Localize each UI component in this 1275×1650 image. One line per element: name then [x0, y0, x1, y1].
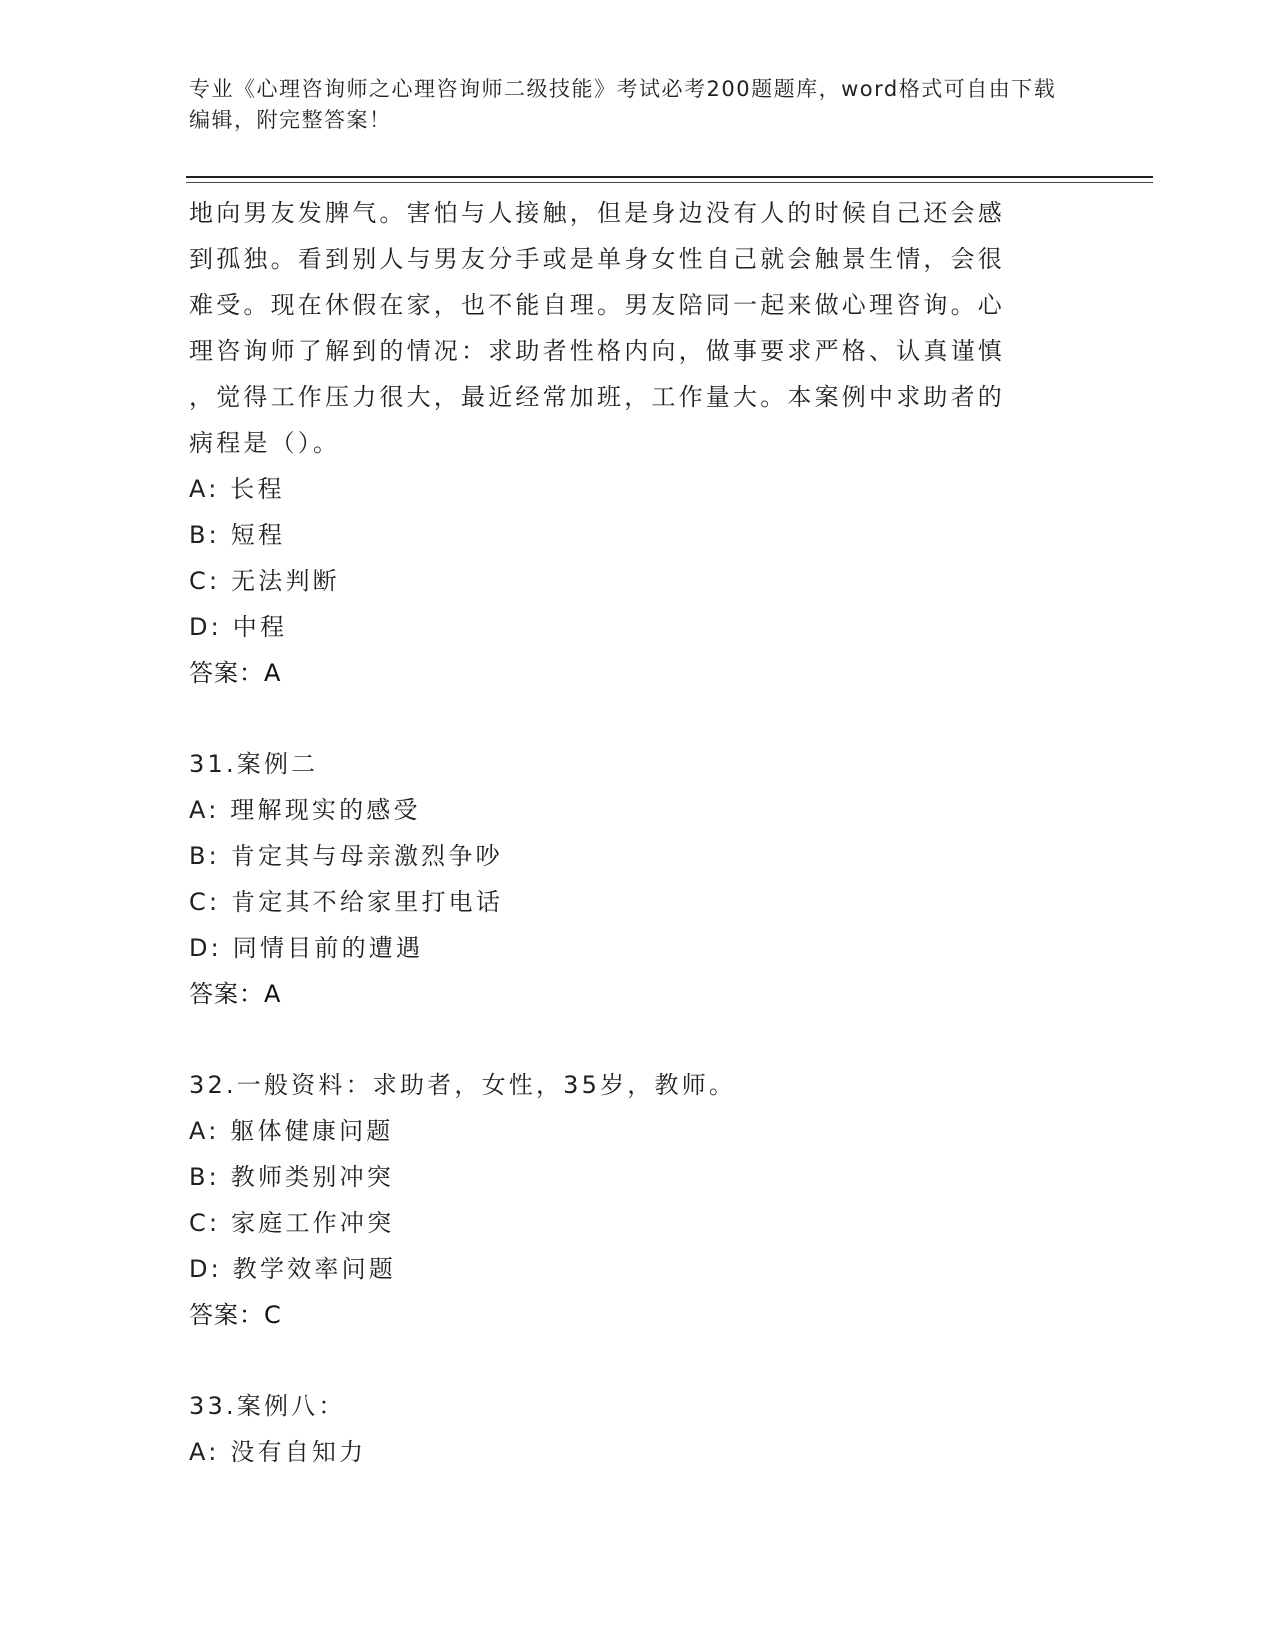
question-title: 31.案例二 [189, 750, 319, 778]
option-d: D: 教学效率问题 [189, 1255, 396, 1283]
option-a: A: 理解现实的感受 [189, 796, 421, 824]
option-d: D: 中程 [189, 613, 288, 641]
header-divider-thin [186, 182, 1153, 183]
question-31 [189, 741, 1069, 1017]
question-gap [189, 1017, 1069, 1062]
question-text-line: ，觉得工作压力很大，最近经常加班，工作量大。本案例中求助者的 [189, 383, 1005, 411]
question-title: 33.案例八： [189, 1392, 346, 1420]
question-33 [189, 1383, 1069, 1475]
option-c: C: 家庭工作冲突 [189, 1209, 395, 1237]
option-a: A: 长程 [189, 475, 285, 503]
option-b: B: 教师类别冲突 [189, 1163, 394, 1191]
answer-line: 答案：A [189, 980, 282, 1008]
option-c: C: 肯定其不给家里打电话 [189, 888, 504, 916]
question-text-line: 地向男友发脾气。害怕与人接触，但是身边没有人的时候自己还会感 [189, 199, 1005, 227]
continued-question [189, 190, 1069, 696]
question-text-line: 难受。现在休假在家，也不能自理。男友陪同一起来做心理咨询。心 [189, 291, 1005, 319]
question-text-line: 病程是（）。 [189, 429, 341, 457]
document-body [189, 190, 1069, 1475]
option-b: B: 肯定其与母亲激烈争吵 [189, 842, 503, 870]
question-gap [189, 1338, 1069, 1383]
option-a: A: 没有自知力 [189, 1438, 367, 1466]
option-c: C: 无法判断 [189, 567, 340, 595]
option-a: A: 躯体健康问题 [189, 1117, 394, 1145]
question-title: 32.一般资料：求助者，女性，35岁，教师。 [189, 1071, 737, 1099]
question-gap [189, 696, 1069, 741]
page-header: 专业《心理咨询师之心理咨询师二级技能》考试必考200题题库，word格式可自由下载编辑，附完整答案！ [189, 77, 1057, 132]
answer-line: 答案：C [189, 1301, 282, 1329]
answer-line: 答案：A [189, 659, 282, 687]
question-text-line: 理咨询师了解到的情况：求助者性格内向，做事要求严格、认真谨慎 [189, 337, 1005, 365]
option-d: D: 同情目前的遭遇 [189, 934, 424, 962]
question-32 [189, 1062, 1069, 1338]
option-b: B: 短程 [189, 521, 286, 549]
header-divider-thick [186, 176, 1153, 178]
question-text-line: 到孤独。看到别人与男友分手或是单身女性自己就会触景生情，会很 [189, 245, 1005, 273]
